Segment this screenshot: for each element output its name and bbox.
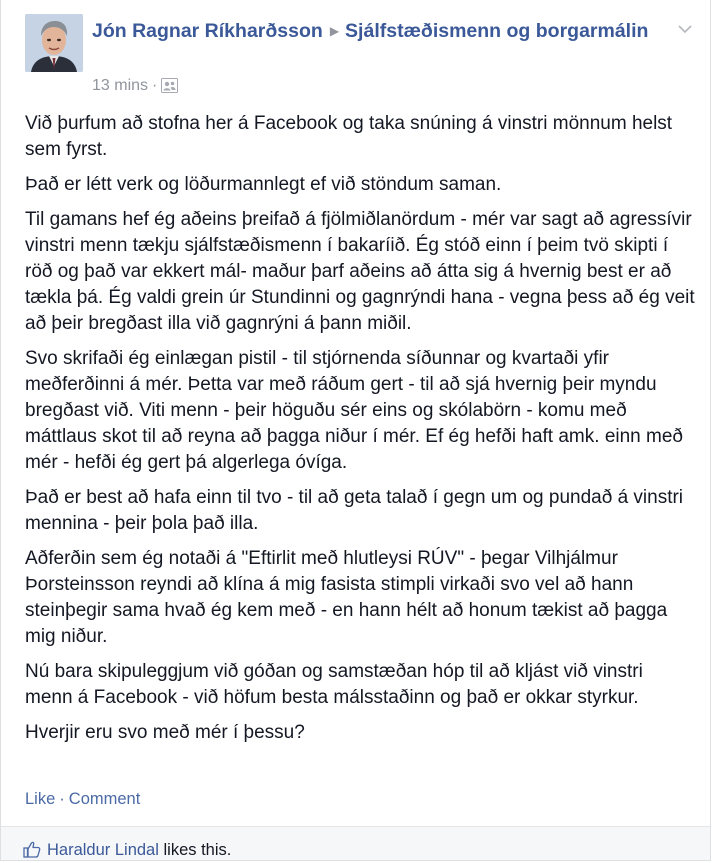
post-paragraph: Það er best að hafa einn til tvo - til að geta talað í gegn um og pundað á vinstri mennina - þeir þola það illa. xyxy=(25,487,684,534)
post-paragraph: Það er létt verk og löðurmannlegt ef við stöndum saman. xyxy=(25,174,502,195)
post-meta xyxy=(92,76,178,99)
post-header xyxy=(25,14,686,94)
like-link[interactable]: Like xyxy=(25,790,56,808)
action-separator: · xyxy=(59,790,65,808)
meta-separator: · xyxy=(152,77,158,94)
thumbs-up-icon xyxy=(23,841,41,861)
post-timestamp[interactable]: 13 mins xyxy=(92,77,149,94)
likes-bar xyxy=(1,826,710,861)
liker-name[interactable]: Haraldur Lindal xyxy=(47,841,159,859)
avatar-portrait-icon xyxy=(25,14,83,72)
post-body xyxy=(25,111,695,755)
post-paragraph: Til gamans hef ég aðeins þreifað á fjölmiðlanördum - mér var sagt að agressívir vinstri menn tækju sjálfstæðismenn í bakaríið. Ég stóð einn í þeim tvö skipti í röð og það var ekkert mál- maður þarf aðeins að átta sig á hvernig best er að tækla þá. Ég valdi grein úr Stundinni og gagnrýndi hana - vegna þess að ég veit að þeir bregðast illa við gagnrýni á þann miðil. xyxy=(25,209,695,334)
post-actions xyxy=(25,790,140,809)
post-title xyxy=(92,18,652,44)
group-name[interactable]: Sjálfstæðismenn og borgarmálin xyxy=(345,20,649,42)
post-paragraph: Við þurfum að stofna her á Facebook og taka snúning á vinstri mönnum helst sem fyrst. xyxy=(25,113,673,160)
likes-summary xyxy=(23,841,231,861)
comment-link[interactable]: Comment xyxy=(68,790,141,808)
post-paragraph: Aðferðin sem ég notaði á "Eftirlit með hlutleysi RÚV" - þegar Vilhjálmur Þorsteinsson reyndi að klína á mig fasista stimpli virkaði svo vel að hann steinþegir sama hvað ég kem með - en hann hélt að honum tækist að þagga mig niður. xyxy=(25,548,668,647)
chevron-down-icon[interactable] xyxy=(676,20,694,38)
post-paragraph: Hverjir eru svo með mér í þessu? xyxy=(25,722,305,743)
triangle-right-icon: ▶ xyxy=(329,24,340,38)
group-audience-icon[interactable] xyxy=(161,78,178,99)
author-avatar[interactable] xyxy=(25,14,83,72)
author-name[interactable]: Jón Ragnar Ríkharðsson xyxy=(92,20,323,42)
post-paragraph: Svo skrifaði ég einlægan pistil - til stjórnenda síðunnar og kvartaði yfir meðferðinni á mér. Þetta var með ráðum gert - til að sjá hvernig þeir myndu bregðast við. Viti menn - þeir höguðu sér eins og skólabörn - komu með máttlaus skot til að reyna að þagga niður í mér. Ef ég hefði haft amk. einn með mér - hefði ég gert þá algerlega óvíga. xyxy=(25,348,683,473)
post-paragraph: Nú bara skipuleggjum við góðan og samstæðan hóp til að kljást við vinstri menn á Facebook - við höfum besta málsstaðinn og það er okkar styrkur. xyxy=(25,661,643,708)
likes-suffix: likes this. xyxy=(158,841,232,859)
